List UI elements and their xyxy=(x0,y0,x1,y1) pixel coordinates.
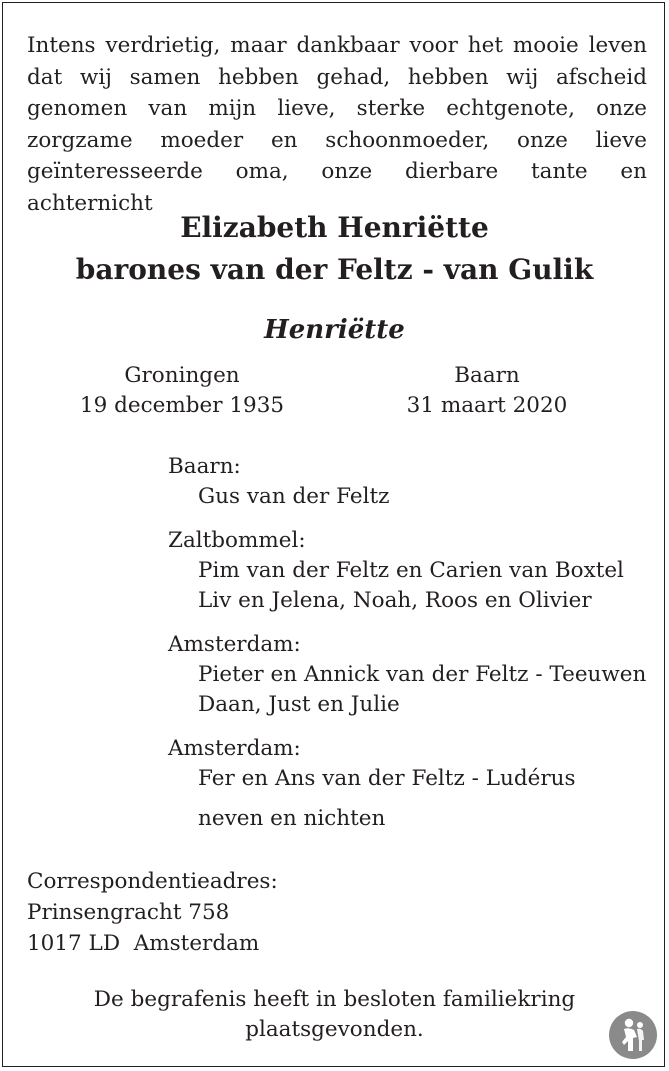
family-member: Pim van der Feltz en Carien van Boxtel xyxy=(198,558,624,583)
deceased-name-line2: barones van der Feltz - van Gulik xyxy=(75,253,594,286)
family-place: Amsterdam: xyxy=(168,736,301,761)
family-place: Baarn: xyxy=(168,454,241,479)
family-group xyxy=(168,630,648,720)
family-list xyxy=(168,452,648,834)
family-member: Liv en Jelena, Noah, Roos en Olivier xyxy=(198,588,592,613)
deceased-name xyxy=(0,207,669,291)
birth-date: 19 december 1935 xyxy=(79,393,285,418)
family-place: Amsterdam: xyxy=(168,632,301,657)
family-member: Pieter en Annick van der Feltz - Teeuwen xyxy=(198,662,647,687)
funeral-line2: plaatsgevonden. xyxy=(245,1017,424,1042)
correspondence-address xyxy=(27,866,278,959)
family-group xyxy=(168,526,648,616)
calling-name: Henriëtte xyxy=(264,315,405,345)
funeral-notice xyxy=(0,985,669,1045)
funeral-line1: De begrafenis heeft in besloten familiekring xyxy=(93,987,576,1012)
family-member: Fer en Ans van der Feltz - Ludérus xyxy=(198,766,576,791)
birth-place: Groningen xyxy=(124,363,240,388)
mourning-figure-icon xyxy=(609,1011,657,1059)
intro-text: Intens verdrietig, maar dankbaar voor het mooie leven dat wij samen hebben gehad, hebben wij afscheid genomen van mijn lieve, sterke echtgenote, onze zorgzame moeder en schoonmoeder, onze lieve geïnteresseerde oma, onze dierbare tante en achternicht xyxy=(27,33,647,216)
family-group xyxy=(168,452,648,512)
cousins-text: neven en nichten xyxy=(198,806,386,831)
address-city: 1017 LD Amsterdam xyxy=(27,931,260,956)
address-label: Correspondentieadres: xyxy=(27,869,278,894)
family-member: Daan, Just en Julie xyxy=(198,692,400,717)
birth-info xyxy=(72,361,292,421)
death-place: Baarn xyxy=(454,363,520,388)
death-info xyxy=(377,361,597,421)
deceased-name-line1: Elizabeth Henriëtte xyxy=(180,211,489,244)
family-member: Gus van der Feltz xyxy=(198,484,390,509)
address-street: Prinsengracht 758 xyxy=(27,900,230,925)
family-group xyxy=(168,734,648,794)
family-place: Zaltbommel: xyxy=(168,528,306,553)
calling-name-block xyxy=(0,313,669,347)
death-date: 31 maart 2020 xyxy=(406,393,568,418)
